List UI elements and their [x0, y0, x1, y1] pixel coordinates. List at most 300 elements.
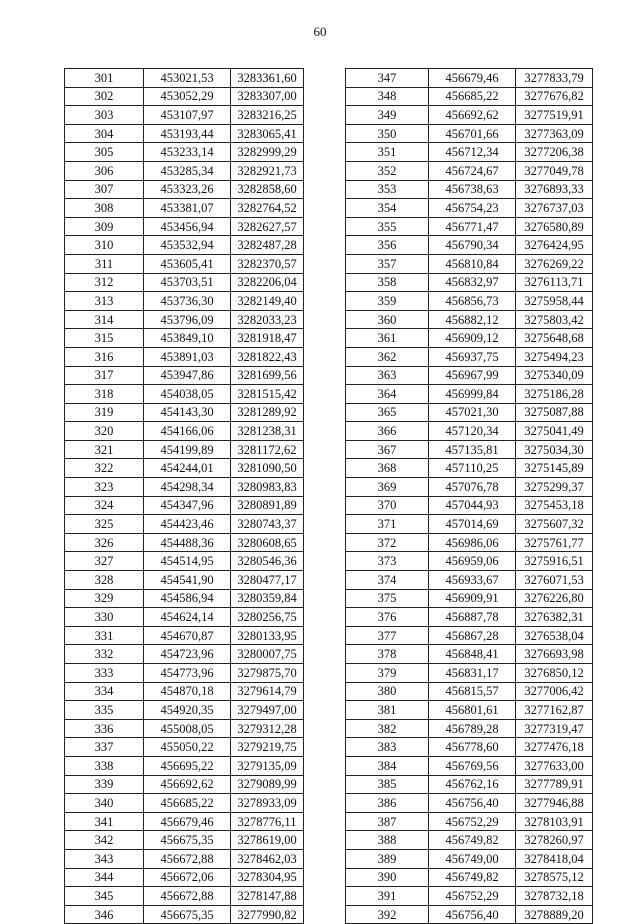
- table-row: [346, 552, 593, 571]
- y-coordinate-cell: 3278304,95: [231, 868, 304, 887]
- table-row: [346, 422, 593, 441]
- point-number-cell: 391: [346, 887, 429, 906]
- point-number-cell: 359: [346, 292, 429, 311]
- y-coordinate-cell: 3280359,84: [231, 589, 304, 608]
- y-coordinate-cell: 3281090,50: [231, 459, 304, 478]
- y-coordinate-cell: 3279614,79: [231, 682, 304, 701]
- x-coordinate-cell: 453381,07: [144, 199, 231, 218]
- y-coordinate-cell: 3282627,57: [231, 217, 304, 236]
- table-row: [65, 273, 304, 292]
- point-number-cell: 387: [346, 812, 429, 831]
- point-number-cell: 372: [346, 533, 429, 552]
- y-coordinate-cell: 3277519,91: [516, 106, 593, 125]
- y-coordinate-cell: 3281918,47: [231, 329, 304, 348]
- x-coordinate-cell: 456771,47: [429, 217, 516, 236]
- table-row: [346, 347, 593, 366]
- x-coordinate-cell: 454143,30: [144, 403, 231, 422]
- x-coordinate-cell: 454166,06: [144, 422, 231, 441]
- point-number-cell: 301: [65, 69, 144, 88]
- x-coordinate-cell: 453796,09: [144, 310, 231, 329]
- y-coordinate-cell: 3276850,12: [516, 664, 593, 683]
- point-number-cell: 352: [346, 161, 429, 180]
- x-coordinate-cell: 454199,89: [144, 440, 231, 459]
- y-coordinate-cell: 3280546,36: [231, 552, 304, 571]
- y-coordinate-cell: 3276113,71: [516, 273, 593, 292]
- table-row: [346, 645, 593, 664]
- x-coordinate-cell: 453107,97: [144, 106, 231, 125]
- point-number-cell: 362: [346, 347, 429, 366]
- point-number-cell: 334: [65, 682, 144, 701]
- table-row: [346, 887, 593, 906]
- point-number-cell: 385: [346, 775, 429, 794]
- point-number-cell: 330: [65, 608, 144, 627]
- x-coordinate-cell: 453703,51: [144, 273, 231, 292]
- table-row: [65, 849, 304, 868]
- point-number-cell: 381: [346, 701, 429, 720]
- y-coordinate-cell: 3278418,04: [516, 849, 593, 868]
- x-coordinate-cell: 455050,22: [144, 738, 231, 757]
- table-row: [65, 292, 304, 311]
- y-coordinate-cell: 3278776,11: [231, 812, 304, 831]
- table-row: [346, 199, 593, 218]
- x-coordinate-cell: 453532,94: [144, 236, 231, 255]
- point-number-cell: 356: [346, 236, 429, 255]
- table-row: [65, 794, 304, 813]
- table-row: [346, 87, 593, 106]
- table-row: [65, 329, 304, 348]
- y-coordinate-cell: 3277162,87: [516, 701, 593, 720]
- x-coordinate-cell: 456685,22: [429, 87, 516, 106]
- x-coordinate-cell: 456672,88: [144, 887, 231, 906]
- x-coordinate-cell: 456933,67: [429, 571, 516, 590]
- y-coordinate-cell: 3277789,91: [516, 775, 593, 794]
- y-coordinate-cell: 3277206,38: [516, 143, 593, 162]
- table-row: [65, 478, 304, 497]
- table-row: [346, 719, 593, 738]
- x-coordinate-cell: 454514,95: [144, 552, 231, 571]
- point-number-cell: 353: [346, 180, 429, 199]
- x-coordinate-cell: 456937,75: [429, 347, 516, 366]
- x-coordinate-cell: 456675,35: [144, 831, 231, 850]
- point-number-cell: 349: [346, 106, 429, 125]
- y-coordinate-cell: 3279089,99: [231, 775, 304, 794]
- y-coordinate-cell: 3282921,73: [231, 161, 304, 180]
- point-number-cell: 343: [65, 849, 144, 868]
- y-coordinate-cell: 3279875,70: [231, 664, 304, 683]
- table-row: [65, 571, 304, 590]
- table-row: [65, 905, 304, 924]
- point-number-cell: 338: [65, 756, 144, 775]
- y-coordinate-cell: 3281515,42: [231, 385, 304, 404]
- table-row: [65, 347, 304, 366]
- x-coordinate-cell: 456856,73: [429, 292, 516, 311]
- table-row: [346, 775, 593, 794]
- x-coordinate-cell: 456790,34: [429, 236, 516, 255]
- table-row: [65, 515, 304, 534]
- table-row: [65, 887, 304, 906]
- y-coordinate-cell: 3278462,03: [231, 849, 304, 868]
- table-row: [346, 236, 593, 255]
- y-coordinate-cell: 3275958,44: [516, 292, 593, 311]
- point-number-cell: 324: [65, 496, 144, 515]
- y-coordinate-cell: 3282370,57: [231, 254, 304, 273]
- x-coordinate-cell: 456999,84: [429, 385, 516, 404]
- table-row: [65, 161, 304, 180]
- point-number-cell: 378: [346, 645, 429, 664]
- y-coordinate-cell: 3279497,00: [231, 701, 304, 720]
- x-coordinate-cell: 454423,46: [144, 515, 231, 534]
- y-coordinate-cell: 3283307,00: [231, 87, 304, 106]
- point-number-cell: 302: [65, 87, 144, 106]
- table-row: [65, 552, 304, 571]
- point-number-cell: 371: [346, 515, 429, 534]
- y-coordinate-cell: 3278147,88: [231, 887, 304, 906]
- y-coordinate-cell: 3275453,18: [516, 496, 593, 515]
- table-row: [65, 608, 304, 627]
- point-number-cell: 346: [65, 905, 144, 924]
- y-coordinate-cell: 3277049,78: [516, 161, 593, 180]
- point-number-cell: 332: [65, 645, 144, 664]
- x-coordinate-cell: 456679,46: [429, 69, 516, 88]
- point-number-cell: 367: [346, 440, 429, 459]
- x-coordinate-cell: 457014,69: [429, 515, 516, 534]
- y-coordinate-cell: 3283361,60: [231, 69, 304, 88]
- point-number-cell: 386: [346, 794, 429, 813]
- point-number-cell: 318: [65, 385, 144, 404]
- point-number-cell: 374: [346, 571, 429, 590]
- y-coordinate-cell: 3277476,18: [516, 738, 593, 757]
- table-row: [65, 199, 304, 218]
- x-coordinate-cell: 454624,14: [144, 608, 231, 627]
- point-number-cell: 392: [346, 905, 429, 924]
- x-coordinate-cell: 453233,14: [144, 143, 231, 162]
- table-row: [346, 849, 593, 868]
- page-number: 60: [313, 24, 327, 39]
- table-row: [65, 440, 304, 459]
- point-number-cell: 328: [65, 571, 144, 590]
- x-coordinate-cell: 454920,35: [144, 701, 231, 720]
- x-coordinate-cell: 457110,25: [429, 459, 516, 478]
- x-coordinate-cell: 456749,82: [429, 831, 516, 850]
- y-coordinate-cell: 3279312,28: [231, 719, 304, 738]
- point-number-cell: 389: [346, 849, 429, 868]
- x-coordinate-cell: 453021,53: [144, 69, 231, 88]
- point-number-cell: 344: [65, 868, 144, 887]
- table-row: [65, 87, 304, 106]
- table-row: [346, 496, 593, 515]
- y-coordinate-cell: 3276269,22: [516, 254, 593, 273]
- point-number-cell: 306: [65, 161, 144, 180]
- point-number-cell: 363: [346, 366, 429, 385]
- x-coordinate-cell: 456831,17: [429, 664, 516, 683]
- y-coordinate-cell: 3278619,00: [231, 831, 304, 850]
- x-coordinate-cell: 453193,44: [144, 124, 231, 143]
- y-coordinate-cell: 3275648,68: [516, 329, 593, 348]
- point-number-cell: 309: [65, 217, 144, 236]
- table-row: [346, 794, 593, 813]
- point-number-cell: 350: [346, 124, 429, 143]
- x-coordinate-cell: 456887,78: [429, 608, 516, 627]
- point-number-cell: 379: [346, 664, 429, 683]
- y-coordinate-cell: 3275761,77: [516, 533, 593, 552]
- point-number-cell: 384: [346, 756, 429, 775]
- x-coordinate-cell: 457076,78: [429, 478, 516, 497]
- point-number-cell: 333: [65, 664, 144, 683]
- y-coordinate-cell: 3276737,03: [516, 199, 593, 218]
- y-coordinate-cell: 3276071,53: [516, 571, 593, 590]
- table-row: [65, 756, 304, 775]
- x-coordinate-cell: 456762,16: [429, 775, 516, 794]
- y-coordinate-cell: 3281238,31: [231, 422, 304, 441]
- point-number-cell: 322: [65, 459, 144, 478]
- point-number-cell: 377: [346, 626, 429, 645]
- table-row: [65, 533, 304, 552]
- x-coordinate-cell: 456967,99: [429, 366, 516, 385]
- y-coordinate-cell: 3276893,33: [516, 180, 593, 199]
- y-coordinate-cell: 3283065,41: [231, 124, 304, 143]
- table-row: [346, 831, 593, 850]
- y-coordinate-cell: 3275145,89: [516, 459, 593, 478]
- point-number-cell: 360: [346, 310, 429, 329]
- x-coordinate-cell: 456789,28: [429, 719, 516, 738]
- x-coordinate-cell: 454244,01: [144, 459, 231, 478]
- table-row: [65, 459, 304, 478]
- point-number-cell: 311: [65, 254, 144, 273]
- point-number-cell: 307: [65, 180, 144, 199]
- y-coordinate-cell: 3281822,43: [231, 347, 304, 366]
- table-row: [65, 385, 304, 404]
- y-coordinate-cell: 3276424,95: [516, 236, 593, 255]
- point-number-cell: 354: [346, 199, 429, 218]
- y-coordinate-cell: 3276580,89: [516, 217, 593, 236]
- y-coordinate-cell: 3282033,23: [231, 310, 304, 329]
- table-row: [346, 533, 593, 552]
- table-row: [65, 403, 304, 422]
- table-row: [346, 69, 593, 88]
- x-coordinate-cell: 453456,94: [144, 217, 231, 236]
- table-row: [346, 106, 593, 125]
- table-row: [346, 756, 593, 775]
- point-number-cell: 342: [65, 831, 144, 850]
- point-number-cell: 305: [65, 143, 144, 162]
- table-row: [65, 106, 304, 125]
- table-row: [346, 310, 593, 329]
- point-number-cell: 347: [346, 69, 429, 88]
- x-coordinate-cell: 456749,00: [429, 849, 516, 868]
- point-number-cell: 341: [65, 812, 144, 831]
- table-row: [65, 626, 304, 645]
- table-row: [65, 236, 304, 255]
- table-row: [65, 775, 304, 794]
- table-row: [346, 292, 593, 311]
- y-coordinate-cell: 3275494,23: [516, 347, 593, 366]
- y-coordinate-cell: 3275034,30: [516, 440, 593, 459]
- point-number-cell: 337: [65, 738, 144, 757]
- point-number-cell: 339: [65, 775, 144, 794]
- point-number-cell: 340: [65, 794, 144, 813]
- table-row: [65, 812, 304, 831]
- x-coordinate-cell: 453736,30: [144, 292, 231, 311]
- x-coordinate-cell: 457135,81: [429, 440, 516, 459]
- y-coordinate-cell: 3282999,29: [231, 143, 304, 162]
- y-coordinate-cell: 3282487,28: [231, 236, 304, 255]
- point-number-cell: 312: [65, 273, 144, 292]
- table-row: [346, 571, 593, 590]
- x-coordinate-cell: 456752,29: [429, 812, 516, 831]
- point-number-cell: 319: [65, 403, 144, 422]
- y-coordinate-cell: 3275916,51: [516, 552, 593, 571]
- y-coordinate-cell: 3280007,75: [231, 645, 304, 664]
- y-coordinate-cell: 3278260,97: [516, 831, 593, 850]
- x-coordinate-cell: 453285,34: [144, 161, 231, 180]
- point-number-cell: 331: [65, 626, 144, 645]
- table-row: [65, 738, 304, 757]
- point-number-cell: 355: [346, 217, 429, 236]
- y-coordinate-cell: 3280743,37: [231, 515, 304, 534]
- table-row: [346, 868, 593, 887]
- x-coordinate-cell: 454541,90: [144, 571, 231, 590]
- table-row: [346, 124, 593, 143]
- point-number-cell: 325: [65, 515, 144, 534]
- y-coordinate-cell: 3280477,17: [231, 571, 304, 590]
- x-coordinate-cell: 456882,12: [429, 310, 516, 329]
- table-row: [346, 905, 593, 924]
- point-number-cell: 383: [346, 738, 429, 757]
- x-coordinate-cell: 456749,82: [429, 868, 516, 887]
- coordinates-table-right: [345, 68, 593, 924]
- x-coordinate-cell: 453947,86: [144, 366, 231, 385]
- point-number-cell: 388: [346, 831, 429, 850]
- y-coordinate-cell: 3283216,25: [231, 106, 304, 125]
- x-coordinate-cell: 456909,91: [429, 589, 516, 608]
- table-row: [65, 645, 304, 664]
- point-number-cell: 375: [346, 589, 429, 608]
- point-number-cell: 390: [346, 868, 429, 887]
- point-number-cell: 303: [65, 106, 144, 125]
- y-coordinate-cell: 3275607,32: [516, 515, 593, 534]
- x-coordinate-cell: 456815,57: [429, 682, 516, 701]
- y-coordinate-cell: 3281172,62: [231, 440, 304, 459]
- x-coordinate-cell: 456754,23: [429, 199, 516, 218]
- x-coordinate-cell: 456769,56: [429, 756, 516, 775]
- x-coordinate-cell: 456986,06: [429, 533, 516, 552]
- table-row: [346, 589, 593, 608]
- point-number-cell: 348: [346, 87, 429, 106]
- y-coordinate-cell: 3280983,83: [231, 478, 304, 497]
- y-coordinate-cell: 3280256,75: [231, 608, 304, 627]
- y-coordinate-cell: 3278933,09: [231, 794, 304, 813]
- y-coordinate-cell: 3281699,56: [231, 366, 304, 385]
- x-coordinate-cell: 453849,10: [144, 329, 231, 348]
- y-coordinate-cell: 3278103,91: [516, 812, 593, 831]
- x-coordinate-cell: 456672,88: [144, 849, 231, 868]
- x-coordinate-cell: 456756,40: [429, 794, 516, 813]
- table-row: [65, 69, 304, 88]
- table-row: [65, 254, 304, 273]
- table-row: [346, 738, 593, 757]
- table-row: [346, 701, 593, 720]
- x-coordinate-cell: 456679,46: [144, 812, 231, 831]
- table-row: [346, 682, 593, 701]
- y-coordinate-cell: 3281289,92: [231, 403, 304, 422]
- point-number-cell: 345: [65, 887, 144, 906]
- point-number-cell: 323: [65, 478, 144, 497]
- table-row: [346, 459, 593, 478]
- point-number-cell: 368: [346, 459, 429, 478]
- x-coordinate-cell: 457120,34: [429, 422, 516, 441]
- table-row: [65, 310, 304, 329]
- table-row: [346, 366, 593, 385]
- y-coordinate-cell: 3276382,31: [516, 608, 593, 627]
- y-coordinate-cell: 3277676,82: [516, 87, 593, 106]
- point-number-cell: 317: [65, 366, 144, 385]
- table-row: [65, 831, 304, 850]
- x-coordinate-cell: 453605,41: [144, 254, 231, 273]
- table-row: [346, 385, 593, 404]
- y-coordinate-cell: 3277946,88: [516, 794, 593, 813]
- table-row: [65, 589, 304, 608]
- x-coordinate-cell: 456712,34: [429, 143, 516, 162]
- x-coordinate-cell: 454870,18: [144, 682, 231, 701]
- table-row: [65, 719, 304, 738]
- y-coordinate-cell: 3279219,75: [231, 738, 304, 757]
- point-number-cell: 380: [346, 682, 429, 701]
- table-row: [346, 254, 593, 273]
- x-coordinate-cell: 456672,06: [144, 868, 231, 887]
- y-coordinate-cell: 3275299,37: [516, 478, 593, 497]
- table-row: [65, 701, 304, 720]
- x-coordinate-cell: 454586,94: [144, 589, 231, 608]
- y-coordinate-cell: 3276538,04: [516, 626, 593, 645]
- table-row: [65, 366, 304, 385]
- y-coordinate-cell: 3282149,40: [231, 292, 304, 311]
- y-coordinate-cell: 3277319,47: [516, 719, 593, 738]
- y-coordinate-cell: 3276693,98: [516, 645, 593, 664]
- table-row: [346, 478, 593, 497]
- x-coordinate-cell: 453323,26: [144, 180, 231, 199]
- table-row: [65, 664, 304, 683]
- table-row: [346, 180, 593, 199]
- x-coordinate-cell: 456778,60: [429, 738, 516, 757]
- y-coordinate-cell: 3277006,42: [516, 682, 593, 701]
- point-number-cell: 369: [346, 478, 429, 497]
- x-coordinate-cell: 454723,96: [144, 645, 231, 664]
- x-coordinate-cell: 456867,28: [429, 626, 516, 645]
- x-coordinate-cell: 456692,62: [429, 106, 516, 125]
- point-number-cell: 335: [65, 701, 144, 720]
- x-coordinate-cell: 456810,84: [429, 254, 516, 273]
- x-coordinate-cell: 453891,03: [144, 347, 231, 366]
- table-row: [65, 496, 304, 515]
- table-row: [346, 515, 593, 534]
- x-coordinate-cell: 455008,05: [144, 719, 231, 738]
- point-number-cell: 313: [65, 292, 144, 311]
- point-number-cell: 308: [65, 199, 144, 218]
- x-coordinate-cell: 456701,66: [429, 124, 516, 143]
- y-coordinate-cell: 3280608,65: [231, 533, 304, 552]
- y-coordinate-cell: 3275041,49: [516, 422, 593, 441]
- x-coordinate-cell: 456756,40: [429, 905, 516, 924]
- point-number-cell: 316: [65, 347, 144, 366]
- x-coordinate-cell: 456801,61: [429, 701, 516, 720]
- table-row: [346, 664, 593, 683]
- x-coordinate-cell: 456692,62: [144, 775, 231, 794]
- y-coordinate-cell: 3277363,09: [516, 124, 593, 143]
- x-coordinate-cell: 454773,96: [144, 664, 231, 683]
- point-number-cell: 370: [346, 496, 429, 515]
- y-coordinate-cell: 3275186,28: [516, 385, 593, 404]
- point-number-cell: 358: [346, 273, 429, 292]
